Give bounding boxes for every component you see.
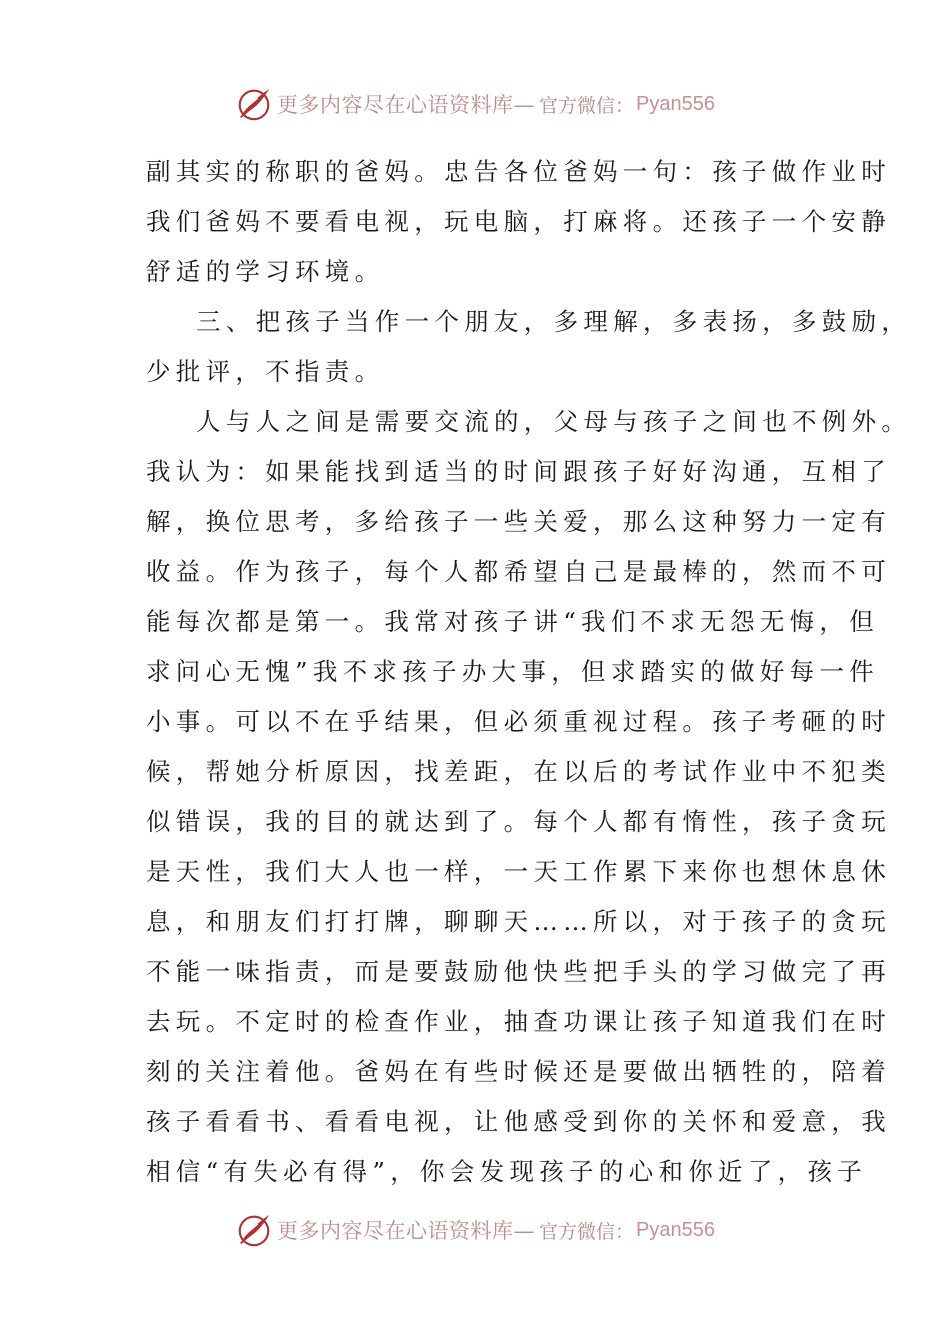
text-line: 我们爸妈不要看电视，玩电脑，打麻将。还孩子一个安静 [146,207,891,236]
text-line: 求问心无愧”我不求孩子办大事，但求踏实的做好每一件 [146,657,880,686]
text-line: 息，和朋友们打打牌，聊聊天……所以，对于孩子的贪玩 [146,907,891,936]
text-line: 似错误，我的目的就达到了。每个人都有惰性，孩子贪玩 [146,807,891,836]
text-line: 不能一味指责，而是要鼓励他快些把手头的学习做完了再 [146,957,891,986]
wechat-id: Pyan556 [636,92,715,115]
quill-logo-icon [235,85,273,123]
text-line: 去玩。不定时的检查作业，抽查功课让孩子知道我们在时 [146,1007,891,1036]
section-heading: 三、把孩子当作一个朋友，多理解，多表扬，多鼓励， [196,307,912,336]
text-line: 副其实的称职的爸妈。忠告各位爸妈一句：孩子做作业时 [146,157,891,186]
banner-text: 更多内容尽在心语资料库— [277,93,535,117]
text-line: 相信“有失必有得”，你会发现孩子的心和你近了，孩子 [146,1157,868,1186]
text-line: 是天性，我们大人也一样，一天工作累下来你也想休息休 [146,857,891,886]
footer-banner [0,1208,950,1252]
wechat-label: 官方微信： [539,94,635,117]
text-line: 收益。作为孩子，每个人都希望自己是最棒的，然而不可 [146,557,891,586]
wechat-label: 官方微信： [539,1220,635,1243]
text-line: 少批评，不指责。 [146,357,385,386]
banner-text: 更多内容尽在心语资料库— [277,1219,535,1243]
quill-logo-icon [235,1211,273,1249]
text-line: 能每次都是第一。我常对孩子讲“我们不求无怨无悔，但 [146,607,880,636]
document-body [146,147,912,1197]
text-line: 候，帮她分析原因，找差距，在以后的考试作业中不犯类 [146,757,891,786]
text-line: 刻的关注着他。爸妈在有些时候还是要做出牺牲的，陪着 [146,1057,891,1086]
text-line: 小事。可以不在乎结果，但必须重视过程。孩子考砸的时 [146,707,891,736]
wechat-id: Pyan556 [636,1218,715,1241]
paragraph-start: 人与人之间是需要交流的，父母与孩子之间也不例外。 [196,407,912,436]
text-line: 解，换位思考，多给孩子一些关爱，那么这种努力一定有 [146,507,891,536]
text-line: 我认为：如果能找到适当的时间跟孩子好好沟通，互相了 [146,457,891,486]
text-line: 孩子看看书、看看电视，让他感受到你的关怀和爱意，我 [146,1107,891,1136]
text-line: 舒适的学习环境。 [146,257,385,286]
header-banner [0,82,950,126]
